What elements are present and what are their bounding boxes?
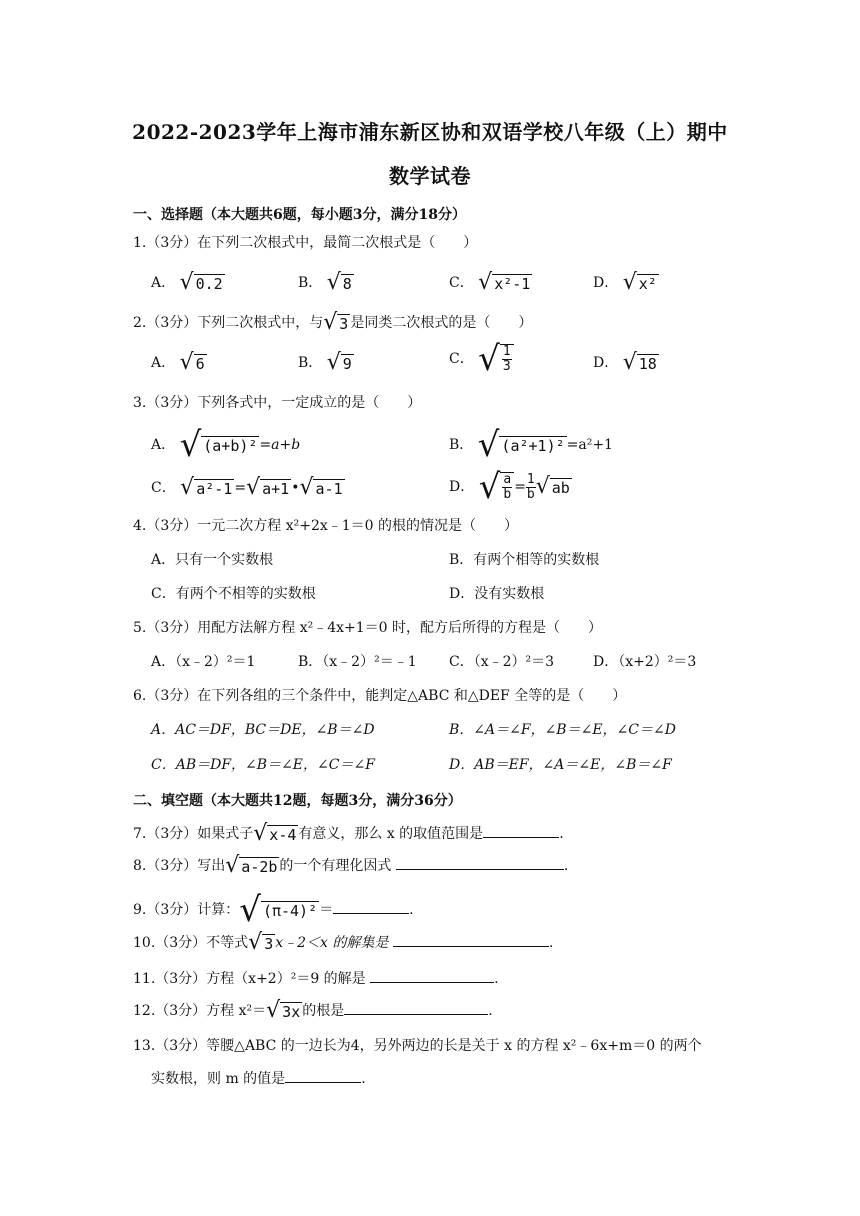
q4-option-d: D．没有实数根 bbox=[449, 586, 545, 602]
question-2-stem: 2.（3分）下列二次根式中，与 √ 3 是同类二次根式的是（ ） bbox=[133, 310, 533, 335]
radical-icon: √ bbox=[478, 339, 500, 379]
radical-icon: √ bbox=[326, 350, 341, 375]
radical-icon: √ bbox=[477, 425, 500, 465]
radical-icon: √ bbox=[266, 998, 281, 1023]
section-1-heading: 一、选择题（本大题共6题，每小题3分，满分18分） bbox=[133, 207, 466, 223]
question-1-stem: 1.（3分）在下列二次根式中，最简二次根式是（ ） bbox=[133, 235, 478, 251]
question-10: 10.（3分）不等式 √ 3 x﹣2＜x 的解集是 . bbox=[133, 930, 554, 955]
q5-option-a: A．（x﹣2）²＝1 bbox=[151, 654, 256, 670]
q5-option-c: C．（x﹣2）²＝3 bbox=[449, 654, 555, 670]
answer-blank[interactable] bbox=[483, 823, 559, 838]
answer-blank[interactable] bbox=[396, 855, 564, 870]
q2-option-b: B． √ 9 bbox=[298, 350, 352, 375]
page-title-line2: 数学试卷 bbox=[389, 164, 471, 188]
q3-option-d: D． √ $\frac{a}{b}$ = $\frac{1}{b}$ √ ab bbox=[449, 467, 570, 507]
question-9: 9.（3分）计算： √ (π-4)² ＝ . bbox=[133, 890, 414, 930]
answer-blank[interactable] bbox=[285, 1068, 361, 1083]
answer-blank[interactable] bbox=[344, 1000, 488, 1015]
q3-option-b: B． √ (a²+1)² =a²+1 bbox=[449, 425, 613, 465]
radical-icon: √ bbox=[179, 425, 202, 465]
radical-icon: √ bbox=[253, 821, 268, 846]
radical-icon: √ bbox=[478, 270, 493, 295]
q2-option-a: A． √ 6 bbox=[151, 350, 205, 375]
page-title-line1: 2022-2023学年上海市浦东新区协和双语学校八年级（上）期中 bbox=[132, 120, 728, 144]
radical-icon: √ bbox=[248, 930, 263, 955]
q6-option-b: B．∠A＝∠F，∠B＝∠E，∠C＝∠D bbox=[449, 722, 676, 738]
question-6-stem: 6.（3分）在下列各组的三个条件中，能判定△ABC 和△DEF 全等的是（ ） bbox=[133, 688, 627, 704]
radical-icon: √ bbox=[299, 475, 314, 500]
answer-blank[interactable] bbox=[370, 968, 494, 983]
question-7: 7.（3分）如果式子 √ x-4 有意义，那么 x 的取值范围是 . bbox=[133, 821, 564, 846]
q4-option-b: B．有两个相等的实数根 bbox=[449, 552, 600, 568]
question-5-stem: 5.（3分）用配方法解方程 x²﹣4x+1＝0 时，配方后所得的方程是（ ） bbox=[133, 620, 603, 636]
question-13-line1: 13.（3分）等腰△ABC 的一边长为4，另外两边的长是关于 x 的方程 x²﹣6x+m＝0 的两个 bbox=[133, 1038, 702, 1054]
radical-icon: √ bbox=[239, 890, 261, 930]
radical-icon: √ bbox=[179, 350, 194, 375]
q6-option-a: A．AC＝DF，BC＝DE，∠B＝∠D bbox=[151, 722, 375, 738]
radical-icon: √ bbox=[326, 270, 341, 295]
question-11: 11.（3分）方程（x+2）²＝9 的解是 . bbox=[133, 968, 499, 990]
answer-blank[interactable] bbox=[393, 932, 549, 947]
section-2-heading: 二、填空题（本大题共12题，每题3分，满分36分） bbox=[133, 793, 462, 809]
q1-option-d: D． √ x² bbox=[593, 270, 657, 295]
radical-icon: √ bbox=[225, 853, 240, 878]
radical-icon: √ bbox=[622, 350, 637, 375]
q6-option-d: D．AB＝EF，∠A＝∠E，∠B＝∠F bbox=[449, 757, 672, 773]
answer-blank[interactable] bbox=[333, 899, 409, 914]
q2-option-d: D． √ 18 bbox=[593, 350, 657, 375]
q1-option-c: C． √ x²-1 bbox=[449, 270, 531, 295]
q5-option-d: D．（x+2）²＝3 bbox=[593, 654, 697, 670]
radical-icon: √ bbox=[246, 475, 261, 500]
q4-option-c: C．有两个不相等的实数根 bbox=[151, 586, 316, 602]
q3-option-a: A． √ (a+b)² =a+b bbox=[151, 425, 301, 465]
question-4-stem: 4.（3分）一元二次方程 x²+2x﹣1＝0 的根的情况是（ ） bbox=[133, 518, 519, 534]
q4-option-a: A．只有一个实数根 bbox=[151, 552, 274, 568]
question-13-line2: 实数根，则 m 的值是 . bbox=[151, 1068, 366, 1090]
radical-icon: √ bbox=[323, 310, 338, 335]
q3-option-c: C． √ a²-1 = √ a+1 • √ a-1 bbox=[151, 475, 343, 500]
radical-icon: √ bbox=[179, 270, 194, 295]
question-8: 8.（3分）写出 √ a-2b 的一个有理化因式 . bbox=[133, 853, 569, 878]
q5-option-b: B．（x﹣2）²＝﹣1 bbox=[298, 654, 417, 670]
question-12: 12.（3分）方程 x²＝ √ 3x 的根是 . bbox=[133, 998, 493, 1023]
q2-option-c: C． √ $\frac{1}{3}$ bbox=[449, 344, 514, 374]
q6-option-c: C．AB＝DF，∠B＝∠E，∠C＝∠F bbox=[151, 757, 375, 773]
radical-icon: √ bbox=[478, 467, 501, 507]
radical-icon: √ bbox=[622, 270, 637, 295]
q1-option-a: A． √ 0.2 bbox=[151, 270, 223, 295]
radical-icon: √ bbox=[535, 474, 550, 499]
q1-option-b: B． √ 8 bbox=[298, 270, 352, 295]
radical-icon: √ bbox=[180, 475, 195, 500]
question-3-stem: 3.（3分）下列各式中，一定成立的是（ ） bbox=[133, 395, 422, 411]
